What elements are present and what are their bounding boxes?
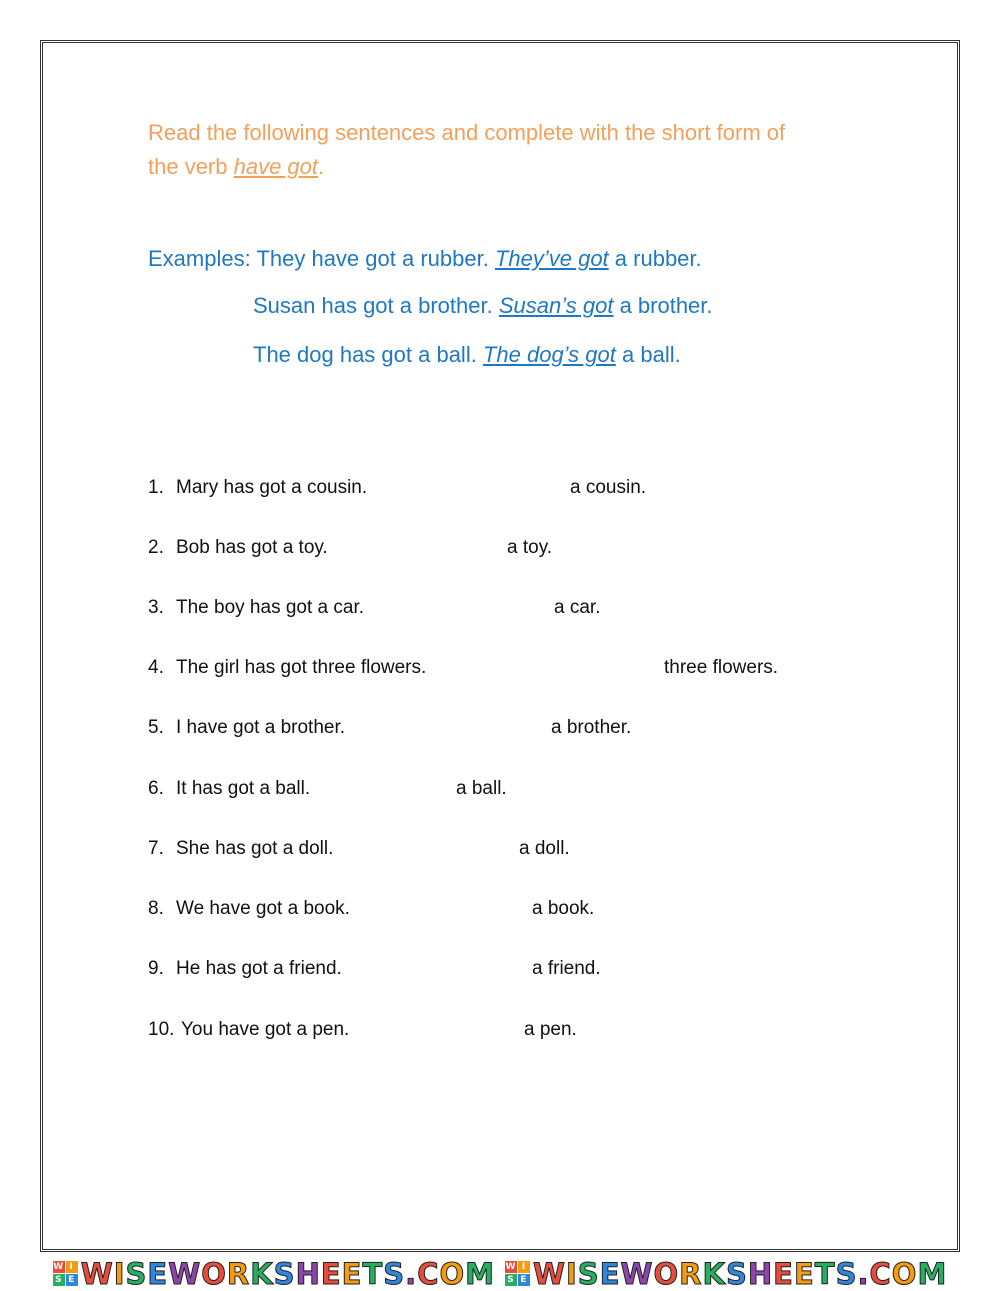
instructions-suffix: .	[318, 154, 325, 179]
exercise-number: 4.	[148, 657, 164, 678]
exercise-number: 2.	[148, 537, 164, 558]
example-rest: a rubber.	[614, 246, 702, 271]
example-answer: They’ve got	[494, 246, 609, 271]
exercise-completion: a brother.	[551, 717, 632, 738]
exercise-item	[148, 958, 601, 980]
wiseworksheets-logo	[53, 1257, 495, 1291]
exercise-number: 3.	[148, 597, 164, 618]
logo-text: WISEWORKSHEETS.COM	[80, 1256, 495, 1291]
example-sentence: Susan has got a brother.	[253, 293, 493, 318]
exercise-completion: a pen.	[524, 1019, 577, 1040]
instructions-prefix: the verb	[148, 154, 234, 179]
exercise-completion: a cousin.	[570, 477, 647, 498]
example-row	[253, 293, 713, 319]
logo-grid-icon: W I S E	[505, 1261, 530, 1286]
exercise-completion: a book.	[532, 898, 595, 919]
exercise-completion: a car.	[554, 597, 601, 618]
examples-label: Examples:	[148, 246, 251, 271]
exercise-completion: a toy.	[507, 537, 553, 558]
exercise-completion: three flowers.	[664, 657, 779, 678]
example-answer: The dog’s got	[482, 342, 616, 367]
example-answer: Susan’s got	[498, 293, 614, 318]
logo-text: WISEWORKSHEETS.COM	[533, 1256, 948, 1291]
exercise-item	[148, 898, 595, 920]
worksheet-frame	[40, 40, 960, 1252]
watermark-footer	[0, 1256, 1000, 1291]
exercise-number: 9.	[148, 958, 164, 979]
wiseworksheets-logo	[505, 1257, 947, 1291]
exercise-completion: a doll.	[519, 838, 570, 859]
instructions-line-1: Read the following sentences and complete with the short form of	[148, 120, 786, 145]
exercise-sentence: The girl has got three flowers.	[176, 657, 427, 678]
exercise-sentence: She has got a doll.	[176, 838, 334, 859]
exercise-item	[148, 1019, 577, 1041]
exercise-sentence: You have got a pen.	[181, 1019, 350, 1040]
example-rest: a ball.	[622, 342, 681, 367]
exercise-sentence: Mary has got a cousin.	[176, 477, 368, 498]
exercise-item	[148, 597, 601, 619]
exercise-number: 5.	[148, 717, 164, 738]
exercise-sentence: We have got a book.	[176, 898, 350, 919]
example-row	[148, 246, 702, 272]
exercise-number: 7.	[148, 838, 164, 859]
exercise-completion: a friend.	[532, 958, 601, 979]
exercise-completion: a ball.	[456, 778, 507, 799]
exercise-item	[148, 778, 507, 800]
exercise-sentence: He has got a friend.	[176, 958, 342, 979]
exercise-sentence: I have got a brother.	[176, 717, 346, 738]
logo-grid-icon: W I S E	[53, 1261, 78, 1286]
example-rest: a brother.	[619, 293, 713, 318]
instructions-verb: have got	[233, 154, 319, 179]
exercise-item	[148, 537, 553, 559]
exercise-sentence: Bob has got a toy.	[176, 537, 328, 558]
exercise-item	[148, 838, 570, 860]
example-sentence: They have got a rubber.	[256, 246, 489, 271]
example-sentence: The dog has got a ball.	[253, 342, 477, 367]
instructions	[148, 116, 868, 184]
exercise-number: 8.	[148, 898, 164, 919]
exercise-sentence: It has got a ball.	[176, 778, 311, 799]
exercise-number: 10.	[148, 1019, 175, 1040]
exercise-item	[148, 477, 647, 499]
exercise-number: 6.	[148, 778, 164, 799]
instructions-line-2	[148, 150, 868, 184]
example-row	[253, 342, 681, 368]
exercise-item	[148, 657, 779, 679]
exercise-sentence: The boy has got a car.	[176, 597, 365, 618]
exercise-number: 1.	[148, 477, 164, 498]
exercise-item	[148, 717, 632, 739]
